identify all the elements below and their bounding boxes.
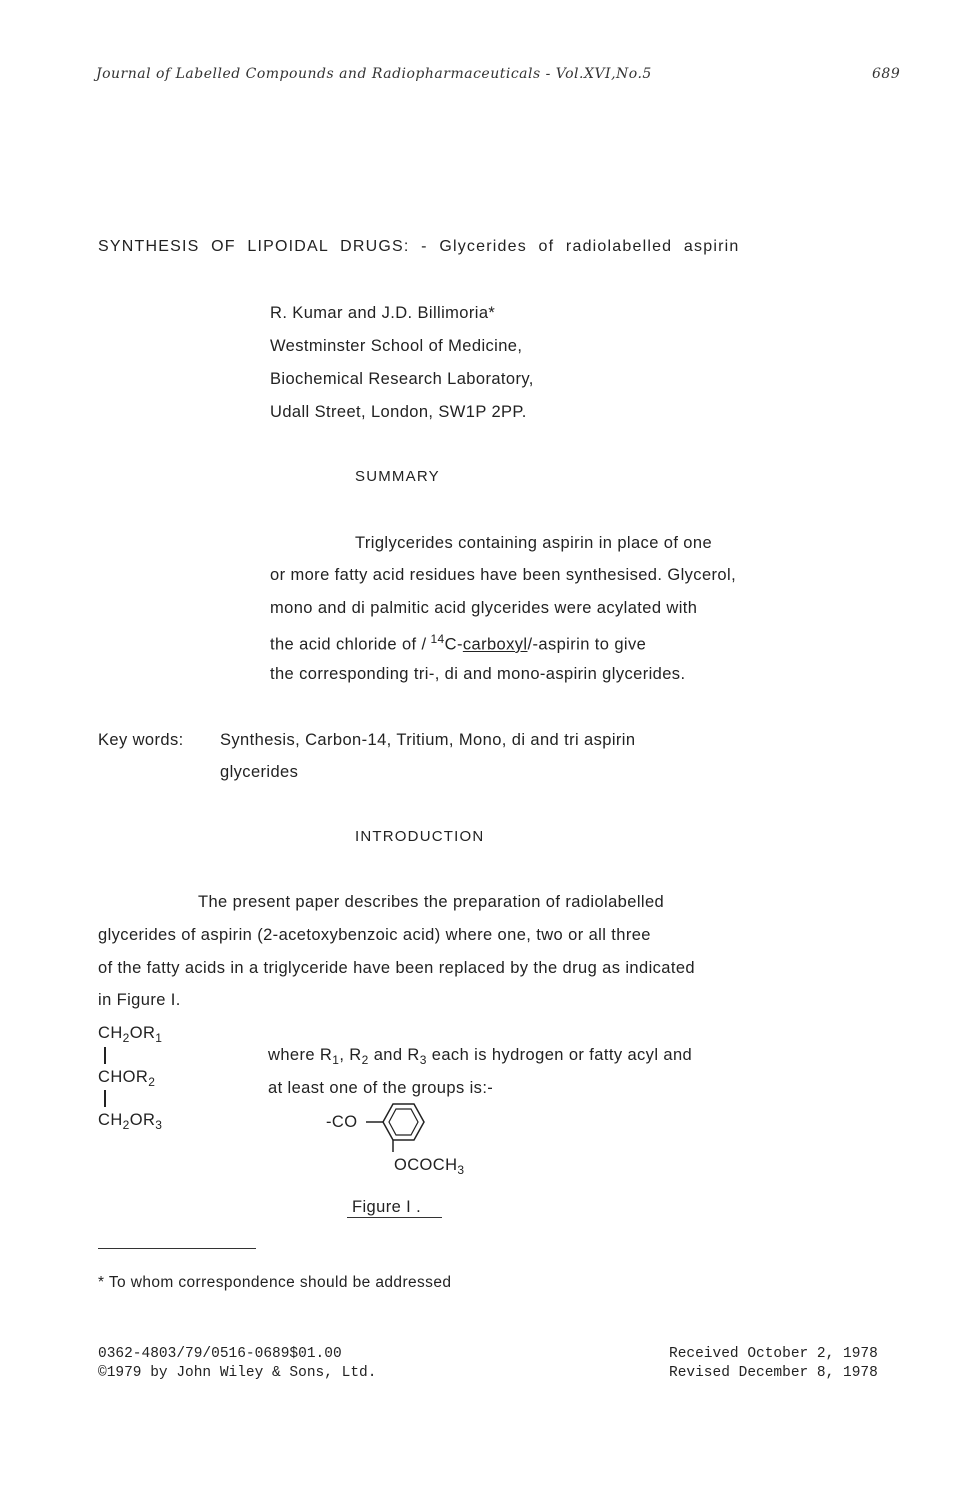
- summary-line-4-c: C-: [444, 635, 463, 654]
- summary-line-1: Triglycerides containing aspirin in place of one: [355, 534, 713, 552]
- summary-line-5: the corresponding tri-, di and mono-aspirin glycerides.: [270, 665, 686, 683]
- intro-line-4: in Figure I.: [98, 991, 181, 1009]
- summary-line-4: [270, 632, 646, 655]
- copyright: ©1979 by John Wiley & Sons, Ltd.: [98, 1365, 377, 1381]
- author-names: R. Kumar and J.D. Billimoria*: [270, 304, 496, 322]
- summary-line-4-post: /-aspirin to give: [527, 635, 647, 654]
- summary-line-4-pre: the acid chloride of /: [270, 635, 427, 654]
- article-title: SYNTHESIS OF LIPOIDAL DRUGS: - Glycerides of radiolabelled aspirin: [98, 238, 740, 255]
- benzene-ring-icon: [366, 1096, 436, 1156]
- affiliation-line-2: Biochemical Research Laboratory,: [270, 370, 534, 388]
- revised-date: Revised December 8, 1978: [669, 1365, 878, 1381]
- bond-line-1: [104, 1047, 106, 1064]
- footnote-rule: [98, 1248, 256, 1249]
- keywords-line-1: Synthesis, Carbon-14, Tritium, Mono, di and tri aspirin: [220, 731, 636, 749]
- structure-chor2: $CHOR_2$: [98, 1068, 156, 1089]
- caption-underline: [347, 1217, 442, 1218]
- journal-header: Journal of Labelled Compounds and Radiopharmaceuticals - Vol.XVI,No.5: [96, 66, 652, 82]
- summary-line-2: or more fatty acid residues have been synthesised. Glycerol,: [270, 566, 737, 584]
- intro-line-3: of the fatty acids in a triglyceride have been replaced by the drug as indicated: [98, 959, 696, 977]
- footnote: * To whom correspondence should be addressed: [98, 1274, 452, 1291]
- received-date: Received October 2, 1978: [669, 1346, 878, 1362]
- page-number: 689: [872, 66, 901, 82]
- affiliation-line-1: Westminster School of Medicine,: [270, 337, 523, 355]
- keywords-label: Key words:: [98, 731, 184, 749]
- structure-ch2or1: $CH_2OR_1$: [98, 1024, 163, 1045]
- structure-co-group: -CO: [326, 1113, 358, 1131]
- affiliation-line-3: Udall Street, London, SW1P 2PP.: [270, 403, 527, 421]
- intro-line-2: glycerides of aspirin (2-acetoxybenzoic acid) where one, two or all three: [98, 926, 651, 944]
- summary-line-3: mono and di palmitic acid glycerides were acylated with: [270, 599, 698, 617]
- figure-caption: Figure I .: [352, 1198, 422, 1216]
- figure-description-line-1: where $R_1$, $R_2$ and $R_3$ each is hydrogen or fatty acyl and: [268, 1046, 693, 1067]
- structure-ococh3: $OCOCH_3$: [394, 1156, 465, 1177]
- bond-line-2: [104, 1090, 106, 1107]
- intro-line-1: The present paper describes the preparation of radiolabelled: [198, 893, 665, 911]
- structure-ch2or3: $CH_2OR_3$: [98, 1111, 163, 1132]
- article-code: 0362-4803/79/0516-0689$01.00: [98, 1346, 342, 1362]
- introduction-heading: INTRODUCTION: [355, 828, 485, 845]
- summary-heading: SUMMARY: [355, 468, 440, 485]
- carboxyl-term: carboxyl: [462, 635, 528, 654]
- isotope-superscript: 14: [430, 632, 445, 646]
- keywords-line-2: glycerides: [220, 763, 299, 781]
- figure-description-line-2: at least one of the groups is:-: [268, 1079, 494, 1097]
